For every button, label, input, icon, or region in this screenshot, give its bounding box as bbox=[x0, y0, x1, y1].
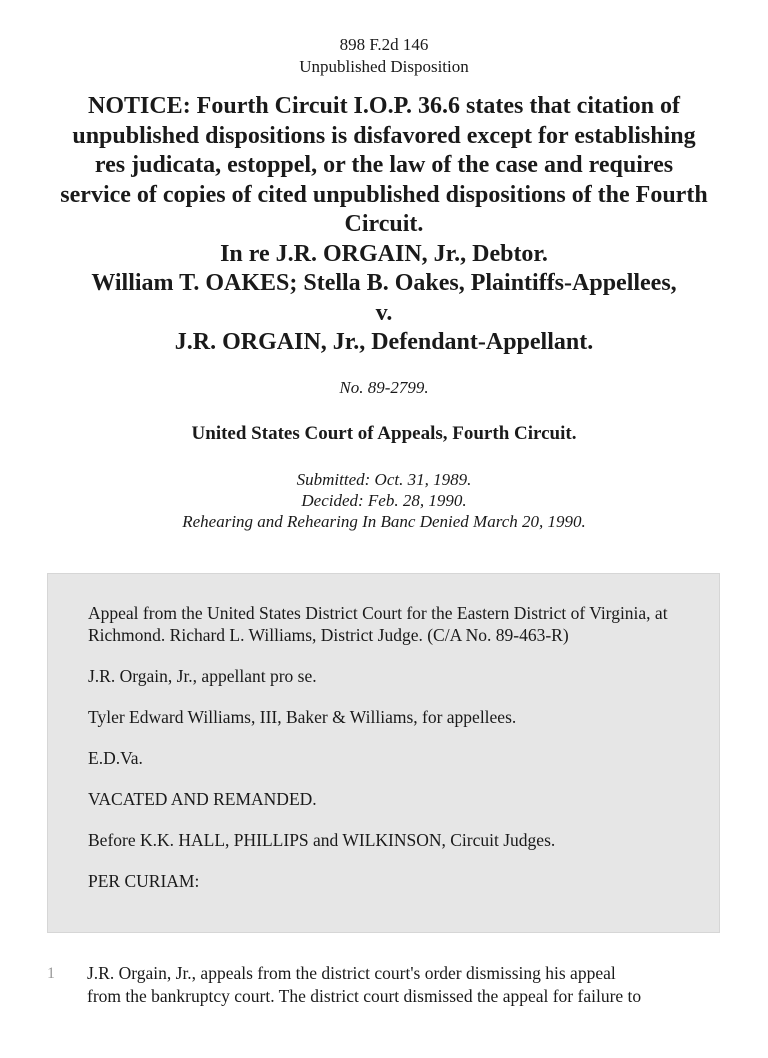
case-dates bbox=[0, 469, 768, 532]
paragraph-number: 1 bbox=[47, 965, 55, 982]
submitted-date: Submitted: Oct. 31, 1989. bbox=[296, 469, 472, 489]
case-citation: 898 F.2d 146 bbox=[339, 35, 429, 54]
paragraph-line: J.R. Orgain, Jr., appeals from the district court's order dismissing his appeal bbox=[87, 963, 616, 983]
docket-number: No. 89-2799. bbox=[339, 377, 429, 397]
title-line: unpublished dispositions is disfavored except for establishing bbox=[72, 122, 696, 149]
title-line: J.R. ORGAIN, Jr., Defendant-Appellant. bbox=[174, 329, 594, 355]
case-title bbox=[40, 92, 728, 358]
title-line: res judicata, estoppel, or the law of the case and requires bbox=[94, 152, 674, 178]
title-line: William T. OAKES; Stella B. Oakes, Plaintiffs-Appellees, bbox=[91, 270, 677, 296]
court-name: United States Court of Appeals, Fourth Circuit. bbox=[191, 422, 577, 444]
title-line: v. bbox=[375, 299, 393, 326]
title-line: service of copies of cited unpublished dispositions of the Fourth bbox=[60, 181, 708, 208]
per-curiam-label: PER CURIAM: bbox=[88, 870, 200, 891]
appellee-counsel: Tyler Edward Williams, III, Baker & Williams, for appellees. bbox=[88, 706, 517, 727]
disposition-label: Unpublished Disposition bbox=[299, 57, 469, 76]
title-line: In re J.R. ORGAIN, Jr., Debtor. bbox=[220, 240, 548, 267]
judges-panel: Before K.K. HALL, PHILLIPS and WILKINSON, Circuit Judges. bbox=[88, 829, 556, 850]
rehearing-date: Rehearing and Rehearing In Banc Denied March 20, 1990. bbox=[182, 511, 586, 531]
appellant-counsel: J.R. Orgain, Jr., appellant pro se. bbox=[88, 665, 317, 686]
document-header bbox=[0, 34, 768, 78]
appeal-origin: Appeal from the United States District Court for the Eastern District of Virginia, at Richmond. Richard L. Williams, District Judge. (C/A No. 89-463-R) bbox=[88, 603, 668, 645]
decided-date: Decided: Feb. 28, 1990. bbox=[301, 490, 467, 510]
disposition-result: VACATED AND REMANDED. bbox=[88, 788, 317, 809]
paragraph-line: from the bankruptcy court. The district court dismissed the appeal for failure to bbox=[87, 986, 642, 1006]
district-abbrev: E.D.Va. bbox=[88, 747, 143, 768]
title-line: Circuit. bbox=[344, 211, 424, 237]
paragraph-text bbox=[87, 962, 727, 1008]
title-line: NOTICE: Fourth Circuit I.O.P. 36.6 states that citation of bbox=[88, 93, 680, 119]
case-summary-box bbox=[47, 573, 720, 933]
